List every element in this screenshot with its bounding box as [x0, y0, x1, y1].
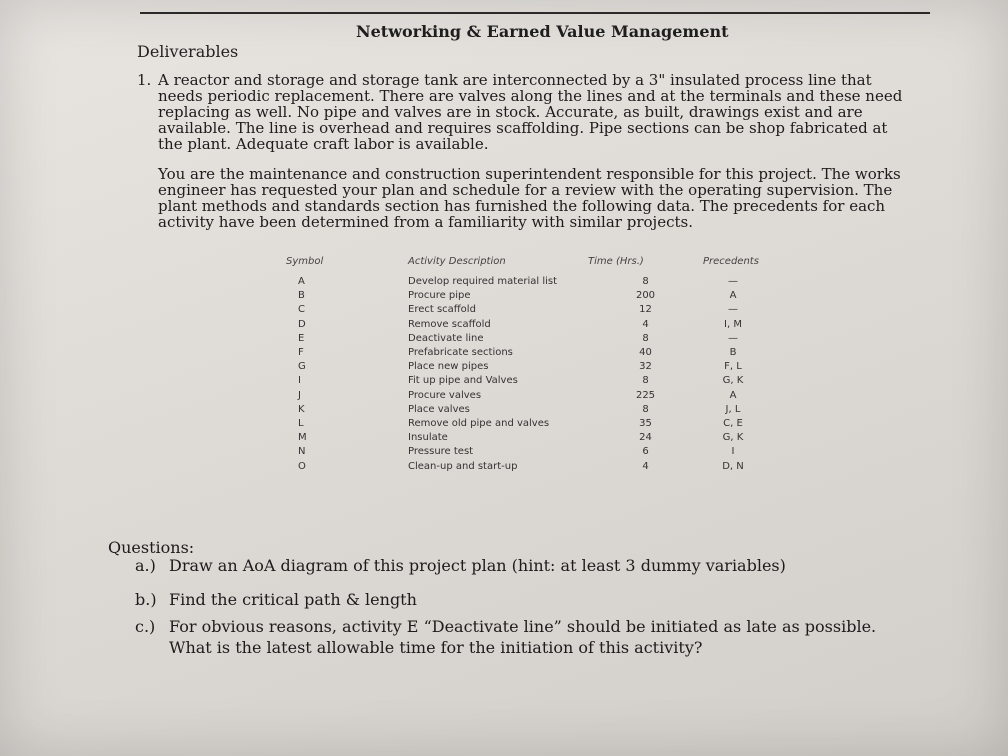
- cell-precedents: G, K: [722, 375, 744, 387]
- header-time: Time (Hrs.): [588, 256, 644, 267]
- header-precedents: Precedents: [703, 256, 759, 267]
- question-c-text-2: What is the latest allowable time for the initiation of this activity?: [169, 638, 703, 657]
- table-row: [262, 431, 763, 445]
- cell-precedents: J, L: [725, 403, 741, 415]
- table-row: [262, 275, 763, 289]
- question-a-label: a.): [135, 556, 156, 575]
- cell-description: Insulate: [408, 432, 448, 444]
- table-row: [262, 303, 763, 317]
- table-row: [262, 360, 763, 374]
- table-row: [262, 332, 763, 346]
- table-row: [262, 417, 763, 431]
- cell-precedents: I: [731, 446, 735, 458]
- cell-symbol: J: [298, 389, 301, 401]
- cell-time: 35: [639, 418, 652, 430]
- cell-time: 24: [639, 432, 652, 444]
- cell-time: 8: [642, 403, 649, 415]
- cell-time: 12: [639, 304, 652, 316]
- cell-time: 6: [642, 446, 649, 458]
- cell-description: Deactivate line: [408, 332, 484, 344]
- questions-heading: Questions:: [108, 538, 195, 557]
- cell-description: Remove old pipe and valves: [408, 418, 550, 430]
- table-row: [262, 346, 763, 360]
- cell-symbol: M: [298, 432, 307, 444]
- cell-precedents: D, N: [722, 460, 744, 472]
- table-row: [262, 318, 763, 332]
- cell-description: Place valves: [408, 403, 470, 415]
- cell-time: 200: [635, 290, 656, 302]
- cell-precedents: —: [728, 276, 738, 287]
- question-c-label: c.): [135, 617, 156, 636]
- cell-time: 225: [635, 389, 656, 401]
- cell-description: Pressure test: [408, 446, 474, 458]
- cell-symbol: C: [298, 304, 305, 316]
- cell-symbol: E: [298, 332, 305, 344]
- cell-description: Procure valves: [408, 389, 482, 401]
- cell-precedents: G, K: [722, 432, 744, 444]
- cell-precedents: A: [729, 290, 737, 302]
- cell-symbol: K: [298, 403, 305, 415]
- cell-symbol: B: [298, 290, 305, 302]
- paragraph-2: You are the maintenance and construction superintendent responsible for this project. The works engineer has requested your plan and schedule for a review with the operating supervision. The plant methods and standards section has furnished the following data. The precedents for each activity have been determined from a familiarity with similar projects.: [158, 165, 901, 231]
- cell-description: Procure pipe: [408, 290, 471, 302]
- question-c: [135, 616, 925, 658]
- table-row: [262, 289, 763, 303]
- cell-symbol: A: [298, 276, 305, 287]
- table-header-row: [262, 256, 763, 275]
- table-row: [262, 403, 763, 417]
- cell-precedents: A: [729, 389, 737, 401]
- question-b-text: Find the critical path & length: [169, 590, 417, 609]
- activity-table: [262, 256, 763, 474]
- header-description: Activity Description: [408, 256, 506, 267]
- cell-description: Clean-up and start-up: [408, 460, 518, 472]
- cell-description: Develop required material list: [408, 276, 558, 287]
- question-a: [135, 556, 786, 575]
- cell-precedents: —: [728, 304, 738, 316]
- cell-symbol: D: [298, 318, 306, 330]
- table-row: [262, 374, 763, 388]
- item-number: 1.: [137, 71, 152, 89]
- question-b-label: b.): [135, 590, 157, 609]
- cell-symbol: N: [298, 446, 306, 458]
- question-a-text: Draw an AoA diagram of this project plan (hint: at least 3 dummy variables): [169, 556, 786, 575]
- cell-symbol: L: [298, 418, 304, 430]
- cell-description: Erect scaffold: [408, 304, 476, 316]
- cell-description: Fit up pipe and Valves: [408, 375, 518, 387]
- cell-precedents: F, L: [724, 361, 742, 373]
- paragraph-1-text: A reactor and storage and storage tank are interconnected by a 3" insulated process line that needs periodic replacement. There are valves along the lines and at the terminals and these need replacing as well. No pipe and valves are in stock. Accurate, as built, drawings exist and are available. The line is overhead and requires scaffolding. Pipe sections can be shop fabricated at the plant. Adequate craft labor is available.: [158, 71, 903, 153]
- top-rule: [140, 12, 930, 14]
- table-row: [262, 460, 763, 474]
- question-c-text-1: For obvious reasons, activity E “Deactivate line” should be initiated as late as possible.: [169, 617, 877, 636]
- cell-symbol: O: [298, 460, 306, 472]
- table-row: [262, 389, 763, 403]
- paragraph-1: [137, 72, 907, 152]
- cell-description: Place new pipes: [408, 361, 489, 373]
- cell-precedents: —: [728, 332, 738, 344]
- header-symbol: Symbol: [286, 256, 324, 267]
- cell-precedents: B: [729, 347, 737, 359]
- cell-time: 8: [642, 375, 649, 387]
- cell-time: 32: [639, 361, 652, 373]
- cell-time: 4: [642, 460, 649, 472]
- question-b: [135, 590, 417, 609]
- document-title: Networking & Earned Value Management: [356, 22, 729, 41]
- cell-time: 4: [642, 318, 649, 330]
- section-heading: Deliverables: [137, 42, 239, 61]
- cell-description: Prefabricate sections: [408, 347, 513, 359]
- cell-time: 40: [639, 347, 652, 359]
- cell-precedents: I, M: [724, 318, 742, 330]
- cell-description: Remove scaffold: [408, 318, 491, 330]
- cell-symbol: G: [298, 361, 306, 373]
- cell-symbol: F: [298, 347, 304, 359]
- cell-time: 8: [642, 276, 649, 287]
- cell-time: 8: [642, 332, 649, 344]
- cell-precedents: C, E: [723, 418, 743, 430]
- table-row: [262, 445, 763, 459]
- cell-symbol: I: [298, 375, 301, 387]
